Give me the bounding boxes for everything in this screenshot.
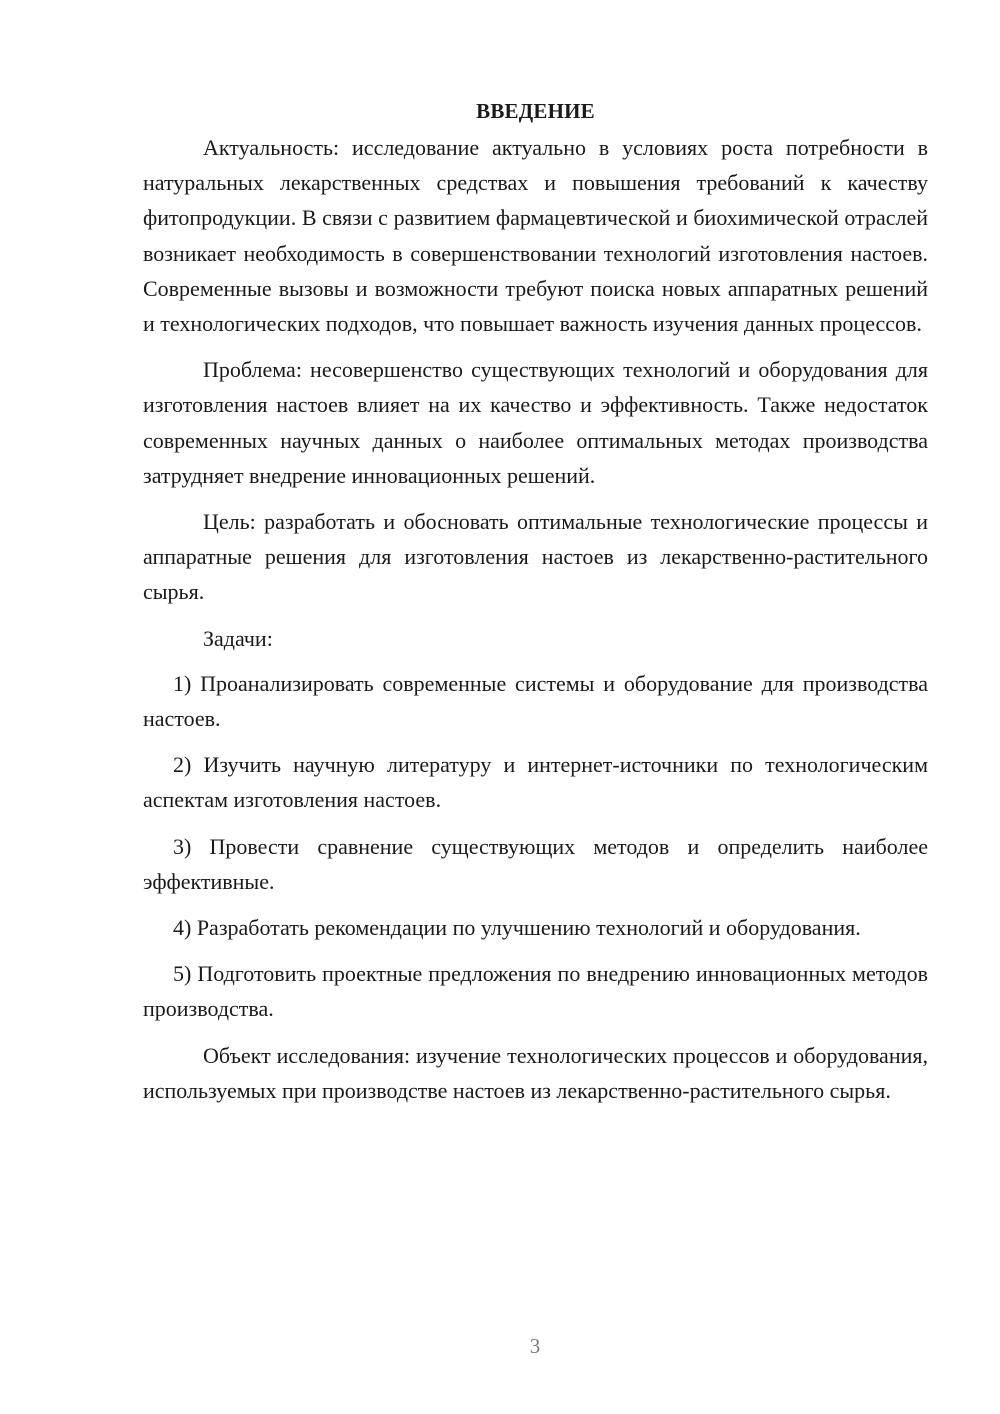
relevance-paragraph: Актуальность: исследование актуально в условиях роста потребности в натуральных лекарственных средствах и повышения требований к качеству фитопродукции. В связи с развитием фармацевтической и биохимической отраслей возникает необходимость в совершенствовании технологий изготовления настоев. Современные вызовы и возможности требуют поиска новых аппаратных решений и технологических подходов, что повышает важность изучения данных процессов. bbox=[143, 135, 928, 337]
tasks-label: Задачи: bbox=[203, 625, 273, 651]
goal-paragraph: Цель: разработать и обосновать оптимальные технологические процессы и аппаратные решения для изготовления настоев из лекарственно-растительного сырья. bbox=[143, 509, 928, 605]
research-object-paragraph: Объект исследования: изучение технологических процессов и оборудования, используемых при производстве настоев из лекарственно-растительного сырья. bbox=[143, 1042, 928, 1103]
task-item-3: 3) Провести сравнение существующих методов и определить наиболее эффективные. bbox=[143, 833, 928, 894]
section-heading: ВВЕДЕНИЕ bbox=[476, 99, 595, 123]
task-item-1: 1) Проанализировать современные системы и оборудование для производства настоев. bbox=[143, 670, 928, 732]
page-number: 3 bbox=[529, 1334, 541, 1358]
problem-paragraph: Проблема: несовершенство существующих технологий и оборудования для изготовления настоев влияет на их качество и эффективность. Также недостаток современных научных данных о наиболее оптимальных методах производства затрудняет внедрение инновационных решений. bbox=[143, 357, 928, 488]
task-item-5: 5) Подготовить проектные предложения по внедрению инновационных методов производства. bbox=[143, 961, 928, 1022]
page-content bbox=[143, 96, 928, 1119]
task-item-2: 2) Изучить научную литературу и интернет-источники по технологическим аспектам изготовления настоев. bbox=[143, 752, 928, 813]
task-item-4: 4) Разработать рекомендации по улучшению технологий и оборудования. bbox=[173, 915, 861, 941]
